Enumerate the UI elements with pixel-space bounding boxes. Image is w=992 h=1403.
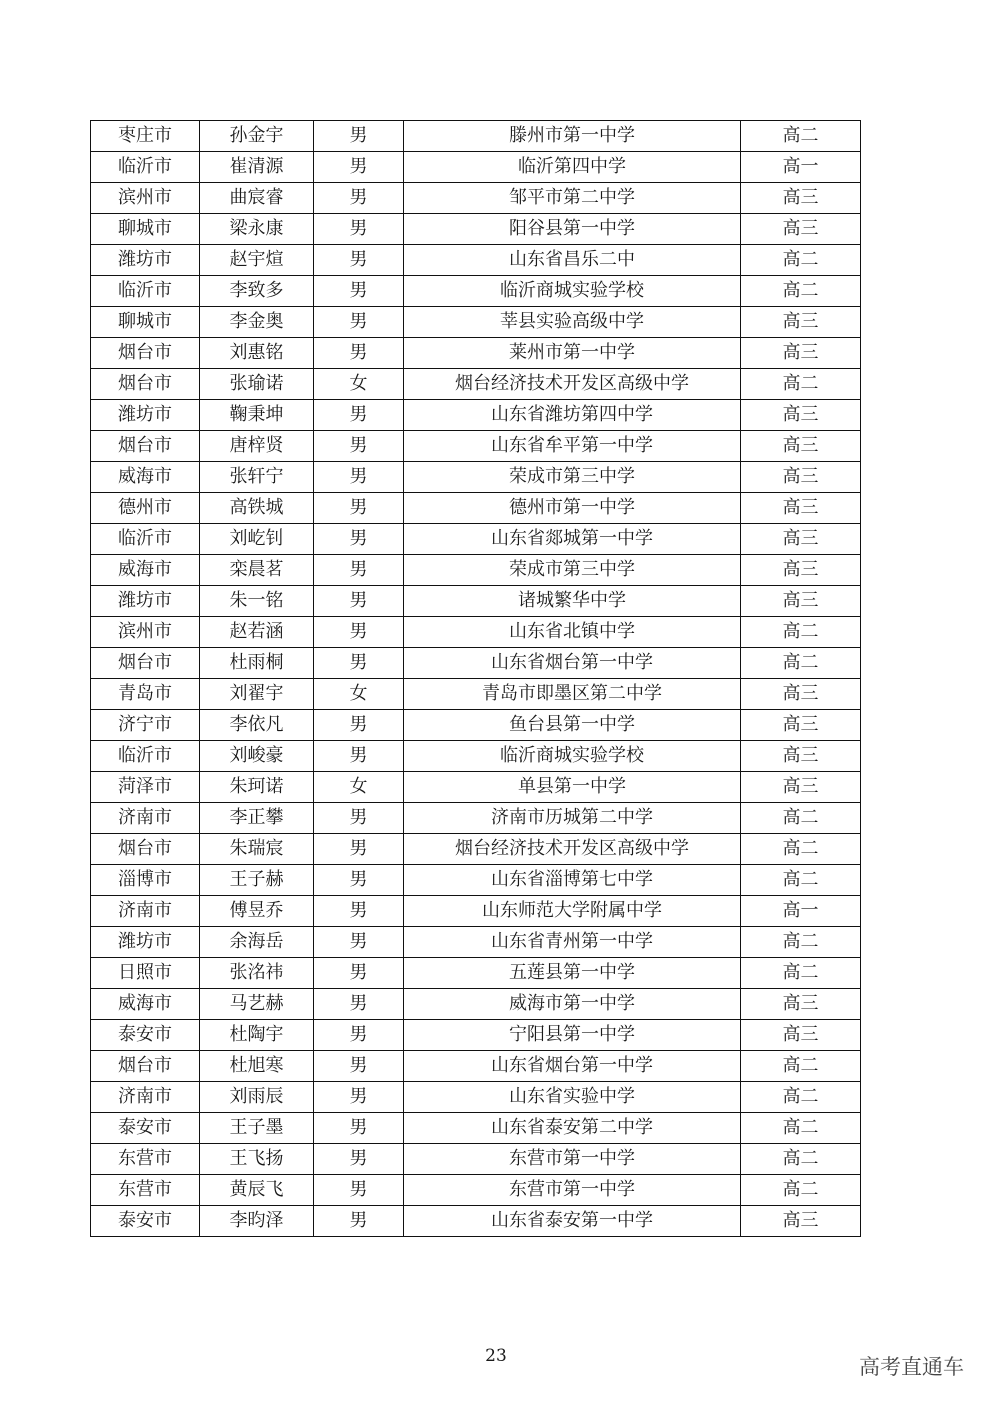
name-cell: 朱珂诺 [200,772,314,803]
grade-cell: 高三 [741,462,861,493]
city-cell: 烟台市 [91,338,200,369]
gender-cell: 男 [314,1020,404,1051]
school-cell: 山东省昌乐二中 [404,245,741,276]
school-cell: 诸城繁华中学 [404,586,741,617]
table-row [91,648,861,679]
table-row [91,493,861,524]
table-row [91,741,861,772]
name-cell: 刘翟宇 [200,679,314,710]
city-cell: 潍坊市 [91,245,200,276]
school-cell: 荣成市第三中学 [404,555,741,586]
table-row [91,1113,861,1144]
name-cell: 唐梓贤 [200,431,314,462]
gender-cell: 男 [314,338,404,369]
city-cell: 潍坊市 [91,927,200,958]
name-cell: 梁永康 [200,214,314,245]
name-cell: 李依凡 [200,710,314,741]
name-cell: 张轩宁 [200,462,314,493]
school-cell: 烟台经济技术开发区高级中学 [404,834,741,865]
gender-cell: 男 [314,400,404,431]
grade-cell: 高三 [741,772,861,803]
school-cell: 临沂第四中学 [404,152,741,183]
table-row [91,958,861,989]
city-cell: 聊城市 [91,214,200,245]
grade-cell: 高三 [741,338,861,369]
city-cell: 青岛市 [91,679,200,710]
table-row [91,1082,861,1113]
school-cell: 莱州市第一中学 [404,338,741,369]
school-cell: 邹平市第二中学 [404,183,741,214]
gender-cell: 男 [314,741,404,772]
gender-cell: 男 [314,1206,404,1237]
school-cell: 东营市第一中学 [404,1144,741,1175]
grade-cell: 高三 [741,741,861,772]
page-number: 23 [485,1346,507,1366]
grade-cell: 高三 [741,586,861,617]
name-cell: 李昀泽 [200,1206,314,1237]
gender-cell: 男 [314,1051,404,1082]
city-cell: 烟台市 [91,1051,200,1082]
table-row [91,834,861,865]
name-cell: 李正攀 [200,803,314,834]
school-cell: 临沂商城实验学校 [404,276,741,307]
city-cell: 临沂市 [91,276,200,307]
city-cell: 烟台市 [91,834,200,865]
city-cell: 枣庄市 [91,121,200,152]
grade-cell: 高三 [741,1206,861,1237]
name-cell: 刘惠铭 [200,338,314,369]
school-cell: 莘县实验高级中学 [404,307,741,338]
table-row [91,803,861,834]
school-cell: 阳谷县第一中学 [404,214,741,245]
table-row [91,431,861,462]
grade-cell: 高一 [741,896,861,927]
table-row [91,307,861,338]
grade-cell: 高二 [741,1082,861,1113]
student-table-body [91,121,861,1237]
school-cell: 山东省淄博第七中学 [404,865,741,896]
grade-cell: 高三 [741,183,861,214]
school-cell: 荣成市第三中学 [404,462,741,493]
school-cell: 德州市第一中学 [404,493,741,524]
gender-cell: 男 [314,183,404,214]
name-cell: 栾晨茗 [200,555,314,586]
grade-cell: 高三 [741,679,861,710]
grade-cell: 高三 [741,307,861,338]
name-cell: 朱一铭 [200,586,314,617]
city-cell: 滨州市 [91,183,200,214]
gender-cell: 男 [314,803,404,834]
gender-cell: 男 [314,276,404,307]
gender-cell: 男 [314,989,404,1020]
grade-cell: 高二 [741,1144,861,1175]
gender-cell: 男 [314,648,404,679]
name-cell: 黄辰飞 [200,1175,314,1206]
name-cell: 马艺赫 [200,989,314,1020]
city-cell: 滨州市 [91,617,200,648]
gender-cell: 男 [314,834,404,865]
grade-cell: 高二 [741,834,861,865]
gender-cell: 男 [314,958,404,989]
gender-cell: 男 [314,524,404,555]
table-row [91,710,861,741]
school-cell: 山东省潍坊第四中学 [404,400,741,431]
city-cell: 菏泽市 [91,772,200,803]
grade-cell: 高二 [741,1175,861,1206]
city-cell: 淄博市 [91,865,200,896]
grade-cell: 高二 [741,245,861,276]
gender-cell: 男 [314,617,404,648]
name-cell: 刘雨辰 [200,1082,314,1113]
grade-cell: 高三 [741,214,861,245]
school-cell: 临沂商城实验学校 [404,741,741,772]
grade-cell: 高三 [741,493,861,524]
student-table [90,120,861,1237]
gender-cell: 男 [314,121,404,152]
table-row [91,555,861,586]
table-row [91,586,861,617]
gender-cell: 男 [314,865,404,896]
school-cell: 山东省北镇中学 [404,617,741,648]
table-row [91,369,861,400]
name-cell: 张瑜诺 [200,369,314,400]
table-row [91,1144,861,1175]
grade-cell: 高二 [741,927,861,958]
table-row [91,245,861,276]
table-row [91,183,861,214]
name-cell: 杜雨桐 [200,648,314,679]
city-cell: 威海市 [91,989,200,1020]
city-cell: 烟台市 [91,648,200,679]
name-cell: 赵若涵 [200,617,314,648]
table-row [91,1175,861,1206]
grade-cell: 高二 [741,276,861,307]
grade-cell: 高二 [741,1051,861,1082]
gender-cell: 男 [314,1082,404,1113]
table-row [91,400,861,431]
school-cell: 山东省泰安第二中学 [404,1113,741,1144]
grade-cell: 高三 [741,400,861,431]
name-cell: 王子赫 [200,865,314,896]
name-cell: 刘屹钊 [200,524,314,555]
grade-cell: 高二 [741,958,861,989]
city-cell: 烟台市 [91,431,200,462]
city-cell: 泰安市 [91,1020,200,1051]
name-cell: 张洺祎 [200,958,314,989]
school-cell: 山东师范大学附属中学 [404,896,741,927]
gender-cell: 男 [314,1175,404,1206]
grade-cell: 高一 [741,152,861,183]
gender-cell: 男 [314,214,404,245]
gender-cell: 男 [314,896,404,927]
grade-cell: 高三 [741,710,861,741]
table-row [91,214,861,245]
grade-cell: 高三 [741,431,861,462]
gender-cell: 男 [314,555,404,586]
school-cell: 东营市第一中学 [404,1175,741,1206]
school-cell: 五莲县第一中学 [404,958,741,989]
city-cell: 临沂市 [91,524,200,555]
table-row [91,1206,861,1237]
grade-cell: 高二 [741,121,861,152]
gender-cell: 女 [314,369,404,400]
grade-cell: 高二 [741,648,861,679]
city-cell: 威海市 [91,462,200,493]
school-cell: 烟台经济技术开发区高级中学 [404,369,741,400]
city-cell: 济宁市 [91,710,200,741]
name-cell: 刘峻豪 [200,741,314,772]
name-cell: 孙金宇 [200,121,314,152]
school-cell: 鱼台县第一中学 [404,710,741,741]
gender-cell: 男 [314,152,404,183]
table-row [91,338,861,369]
name-cell: 李金奥 [200,307,314,338]
table-row [91,462,861,493]
name-cell: 王子墨 [200,1113,314,1144]
city-cell: 潍坊市 [91,586,200,617]
city-cell: 威海市 [91,555,200,586]
school-cell: 威海市第一中学 [404,989,741,1020]
city-cell: 济南市 [91,1082,200,1113]
grade-cell: 高二 [741,865,861,896]
name-cell: 崔清源 [200,152,314,183]
school-cell: 青岛市即墨区第二中学 [404,679,741,710]
city-cell: 济南市 [91,803,200,834]
name-cell: 曲宸睿 [200,183,314,214]
table-row [91,121,861,152]
school-cell: 宁阳县第一中学 [404,1020,741,1051]
grade-cell: 高二 [741,1113,861,1144]
city-cell: 东营市 [91,1175,200,1206]
city-cell: 烟台市 [91,369,200,400]
table-row [91,1051,861,1082]
name-cell: 杜旭寒 [200,1051,314,1082]
city-cell: 泰安市 [91,1113,200,1144]
gender-cell: 男 [314,245,404,276]
grade-cell: 高三 [741,989,861,1020]
school-cell: 山东省牟平第一中学 [404,431,741,462]
city-cell: 聊城市 [91,307,200,338]
city-cell: 临沂市 [91,741,200,772]
grade-cell: 高三 [741,555,861,586]
city-cell: 潍坊市 [91,400,200,431]
city-cell: 济南市 [91,896,200,927]
school-cell: 山东省烟台第一中学 [404,1051,741,1082]
gender-cell: 男 [314,710,404,741]
school-cell: 山东省青州第一中学 [404,927,741,958]
grade-cell: 高三 [741,1020,861,1051]
name-cell: 高铁城 [200,493,314,524]
name-cell: 傅昱乔 [200,896,314,927]
table-row [91,772,861,803]
gender-cell: 男 [314,1144,404,1175]
table-row [91,524,861,555]
gender-cell: 男 [314,431,404,462]
school-cell: 山东省泰安第一中学 [404,1206,741,1237]
table-row [91,276,861,307]
name-cell: 赵宇煊 [200,245,314,276]
grade-cell: 高二 [741,369,861,400]
city-cell: 日照市 [91,958,200,989]
name-cell: 鞠秉坤 [200,400,314,431]
city-cell: 临沂市 [91,152,200,183]
table-row [91,1020,861,1051]
school-cell: 山东省烟台第一中学 [404,648,741,679]
school-cell: 滕州市第一中学 [404,121,741,152]
name-cell: 李致多 [200,276,314,307]
name-cell: 王飞扬 [200,1144,314,1175]
city-cell: 东营市 [91,1144,200,1175]
gender-cell: 女 [314,679,404,710]
gender-cell: 男 [314,307,404,338]
table-row [91,152,861,183]
name-cell: 余海岳 [200,927,314,958]
city-cell: 泰安市 [91,1206,200,1237]
school-cell: 山东省郯城第一中学 [404,524,741,555]
school-cell: 单县第一中学 [404,772,741,803]
table-row [91,617,861,648]
name-cell: 朱瑞宸 [200,834,314,865]
table-row [91,896,861,927]
grade-cell: 高二 [741,803,861,834]
gender-cell: 女 [314,772,404,803]
name-cell: 杜陶宇 [200,1020,314,1051]
school-cell: 山东省实验中学 [404,1082,741,1113]
table-row [91,865,861,896]
gender-cell: 男 [314,927,404,958]
gender-cell: 男 [314,586,404,617]
gender-cell: 男 [314,1113,404,1144]
grade-cell: 高二 [741,617,861,648]
school-cell: 济南市历城第二中学 [404,803,741,834]
table-row [91,927,861,958]
table-row [91,989,861,1020]
city-cell: 德州市 [91,493,200,524]
watermark-logo: 高考直通车 [859,1355,964,1379]
gender-cell: 男 [314,462,404,493]
grade-cell: 高三 [741,524,861,555]
table-row [91,679,861,710]
gender-cell: 男 [314,493,404,524]
